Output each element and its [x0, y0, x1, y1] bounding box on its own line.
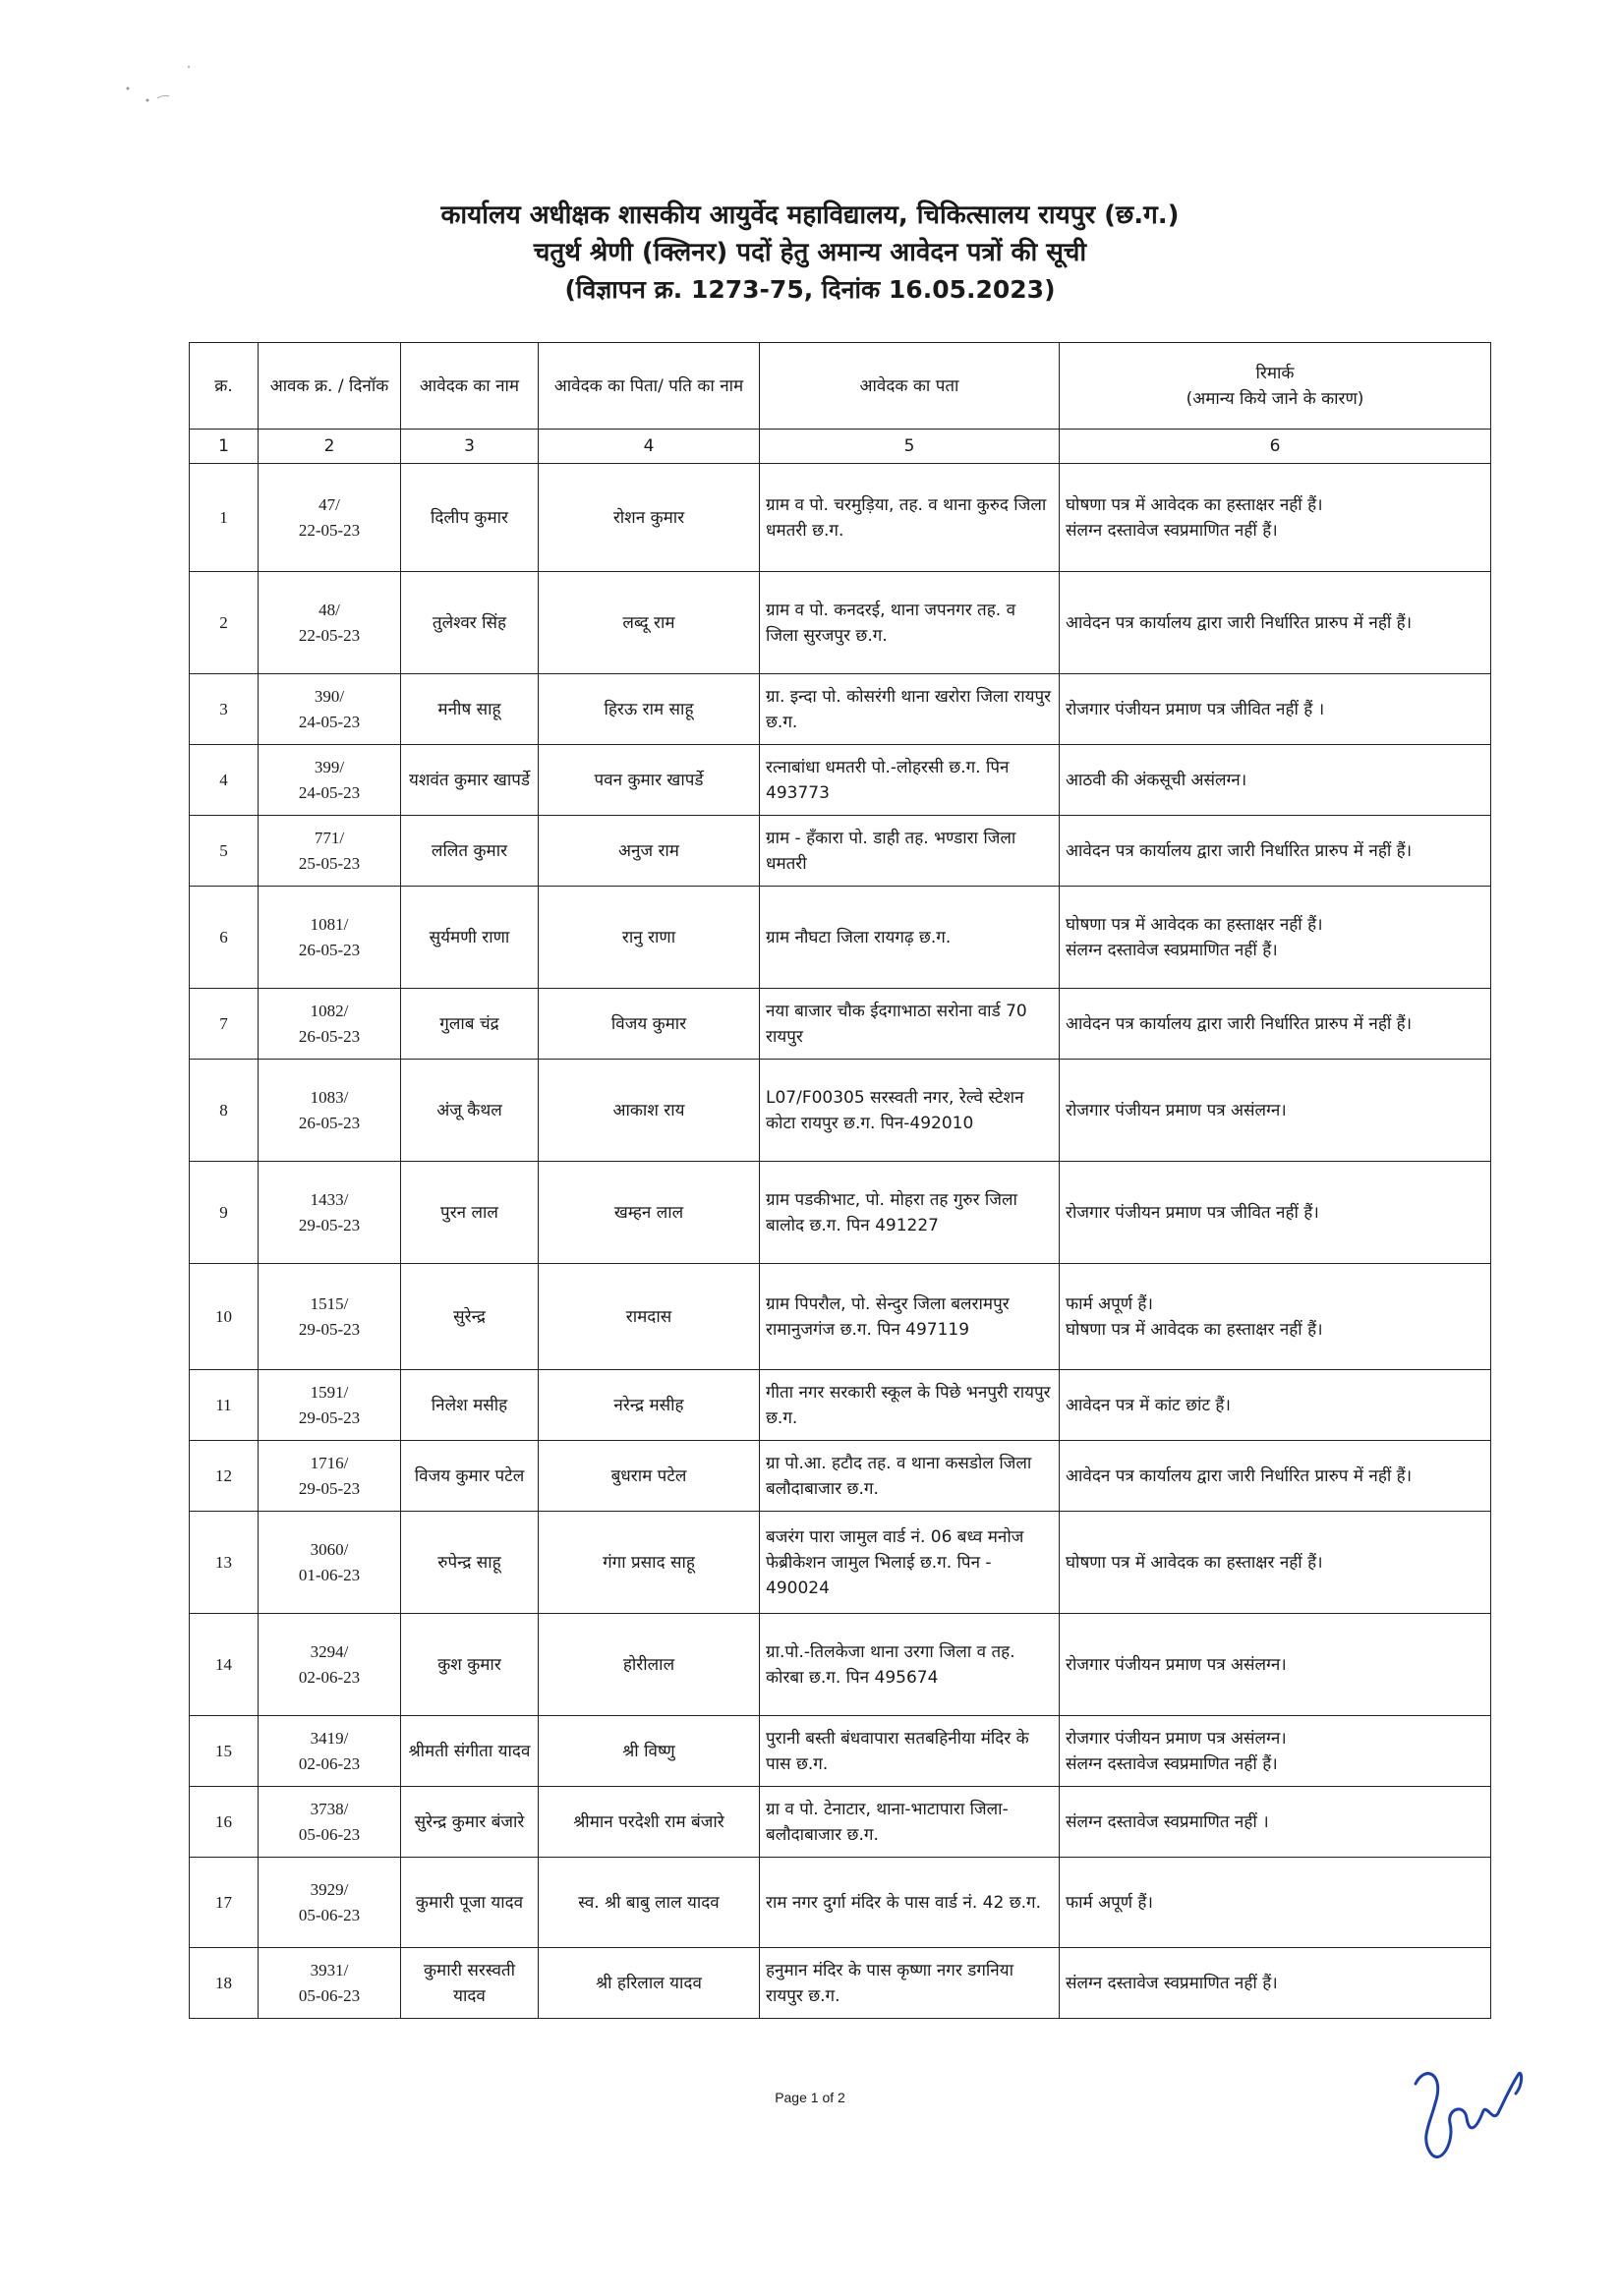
remark-cell: [1060, 464, 1491, 572]
table-header-row: [190, 343, 1491, 430]
serial-number: 18: [190, 1948, 259, 2019]
inward-cell: [259, 1162, 401, 1264]
table-body: [190, 464, 1491, 2019]
inward-number: 1083/: [310, 1087, 349, 1107]
inward-cell: [259, 1370, 401, 1441]
remark-line: घोषणा पत्र में आवेदक का हस्ताक्षर नहीं हैं।: [1066, 494, 1323, 515]
serial-number: 16: [190, 1787, 259, 1858]
father-husband-name: स्व. श्री बाबु लाल यादव: [539, 1858, 760, 1948]
header-sn: क्र.: [190, 343, 259, 430]
remark-line: संलग्न दस्तावेज स्वप्रमाणित नहीं हैं।: [1066, 520, 1278, 541]
table-row: [190, 989, 1491, 1060]
applicant-address: ग्रा. इन्दा पो. कोसरंगी थाना खरोरा जिला रायपुर छ.ग.: [760, 674, 1060, 745]
table-row: [190, 1614, 1491, 1716]
column-number: 2: [259, 430, 401, 464]
advertisement-reference: (विज्ञापन क्र. 1273-75, दिनांक 16.05.2023): [564, 275, 1056, 304]
table-row: [190, 1787, 1491, 1858]
remark-cell: [1060, 1716, 1491, 1787]
remark-line: रोजगार पंजीयन प्रमाण पत्र असंलग्न।: [1066, 1728, 1287, 1749]
remark-cell: [1060, 1787, 1491, 1858]
remark-line: रोजगार पंजीयन प्रमाण पत्र असंलग्न।: [1066, 1654, 1287, 1675]
father-husband-name: बुधराम पटेल: [539, 1441, 760, 1512]
applicant-address: ग्राम पिपरौल, पो. सेन्दुर जिला बलरामपुर रामानुजगंज छ.ग. पिन 497119: [760, 1264, 1060, 1370]
inward-date: 02-06-23: [298, 1753, 361, 1773]
table-row: [190, 464, 1491, 572]
applicant-address: ग्रा.पो.-तिलकेजा थाना उरगा जिला व तह. कोरबा छ.ग. पिन 495674: [760, 1614, 1060, 1716]
father-husband-name: पवन कुमार खापर्डे: [539, 745, 760, 816]
inward-date: 01-06-23: [298, 1565, 361, 1584]
serial-number: 5: [190, 816, 259, 887]
table-row: [190, 1512, 1491, 1614]
remark-cell: [1060, 989, 1491, 1060]
inward-number: 771/: [314, 828, 345, 847]
table-row: [190, 816, 1491, 887]
father-husband-name: श्रीमान परदेशी राम बंजारे: [539, 1787, 760, 1858]
table-row: [190, 1441, 1491, 1512]
invalid-applications-table: [189, 342, 1491, 2019]
inward-number: 3060/: [310, 1539, 349, 1559]
applicant-address: पुरानी बस्ती बंधवापारा सतबहिनीया मंदिर के पास छ.ग.: [760, 1716, 1060, 1787]
serial-number: 2: [190, 572, 259, 674]
inward-cell: [259, 816, 401, 887]
father-husband-name: होरीलाल: [539, 1614, 760, 1716]
serial-number: 14: [190, 1614, 259, 1716]
table-row: [190, 1948, 1491, 2019]
remark-line: फार्म अपूर्ण हैं।: [1066, 1892, 1153, 1913]
remark-cell: [1060, 1060, 1491, 1162]
applicant-name: विजय कुमार पटेल: [401, 1441, 539, 1512]
remark-cell: [1060, 674, 1491, 745]
inward-number: 3738/: [310, 1799, 349, 1818]
inward-cell: [259, 989, 401, 1060]
page-number: Page 1 of 2: [775, 2090, 845, 2105]
header-inward: आवक क्र. / दिनॉक: [259, 343, 401, 430]
document-header: [0, 197, 1620, 309]
inward-number: 3931/: [310, 1960, 349, 1980]
inward-number: 3294/: [310, 1641, 349, 1661]
father-husband-name: हिरऊ राम साहू: [539, 674, 760, 745]
remark-line: रोजगार पंजीयन प्रमाण पत्र जीवित नहीं हैं।: [1066, 1202, 1319, 1223]
applicant-name: रुपेन्द्र साहू: [401, 1512, 539, 1614]
inward-cell: [259, 1716, 401, 1787]
applicant-name: गुलाब चंद्र: [401, 989, 539, 1060]
office-title: कार्यालय अधीक्षक शासकीय आयुर्वेद महाविद्यालय, चिकित्सालय रायपुर (छ.ग.): [440, 201, 1180, 230]
inward-date: 26-05-23: [298, 1113, 361, 1132]
remark-cell: [1060, 1512, 1491, 1614]
inward-cell: [259, 572, 401, 674]
applicant-name: निलेश मसीह: [401, 1370, 539, 1441]
table-row: [190, 1264, 1491, 1370]
applicant-address: बजरंग पारा जामुल वार्ड नं. 06 बध्व मनोज फेब्रीकेशन जामुल भिलाई छ.ग. पिन - 490024: [760, 1512, 1060, 1614]
inward-number: 1591/: [310, 1382, 349, 1402]
inward-number: 1082/: [310, 1001, 349, 1020]
serial-number: 6: [190, 887, 259, 989]
applicant-address: ग्राम पडकीभाट, पो. मोहरा तह गुरुर जिला बालोद छ.ग. पिन 491227: [760, 1162, 1060, 1264]
table-row: [190, 674, 1491, 745]
applicant-address: हनुमान मंदिर के पास कृष्णा नगर डगनिया रायपुर छ.ग.: [760, 1948, 1060, 2019]
applicant-address: रत्नाबांधा धमतरी पो.-लोहरसी छ.ग. पिन 493773: [760, 745, 1060, 816]
inward-date: 29-05-23: [298, 1215, 361, 1234]
inward-number: 1716/: [310, 1453, 349, 1472]
applicant-name: मनीष साहू: [401, 674, 539, 745]
remark-cell: [1060, 1264, 1491, 1370]
remark-line: घोषणा पत्र में आवेदक का हस्ताक्षर नहीं हैं।: [1066, 1552, 1323, 1573]
remark-line: आवेदन पत्र कार्यालय द्वारा जारी निर्धारित प्रारुप में नहीं हैं।: [1066, 840, 1413, 861]
applicant-name: कुमारी पूजा यादव: [401, 1858, 539, 1948]
remark-line: घोषणा पत्र में आवेदक का हस्ताक्षर नहीं हैं।: [1066, 1319, 1323, 1340]
applicant-address: गीता नगर सरकारी स्कूल के पिछे भनपुरी रायपुर छ.ग.: [760, 1370, 1060, 1441]
header-name: आवेदक का नाम: [401, 343, 539, 430]
remark-cell: [1060, 1858, 1491, 1948]
inward-date: 24-05-23: [298, 712, 361, 731]
inward-cell: [259, 1948, 401, 2019]
table-row: [190, 572, 1491, 674]
father-husband-name: आकाश राय: [539, 1060, 760, 1162]
applicant-address: ग्राम - हँकारा पो. डाही तह. भण्डारा जिला धमतरी: [760, 816, 1060, 887]
remark-cell: [1060, 887, 1491, 989]
remark-cell: [1060, 1370, 1491, 1441]
inward-cell: [259, 1858, 401, 1948]
serial-number: 10: [190, 1264, 259, 1370]
inward-date: 25-05-23: [298, 853, 361, 873]
inward-cell: [259, 1787, 401, 1858]
inward-number: 399/: [314, 757, 345, 776]
table-row: [190, 887, 1491, 989]
inward-cell: [259, 674, 401, 745]
inward-date: 22-05-23: [298, 625, 361, 645]
inward-date: 24-05-23: [298, 782, 361, 802]
inward-number: 1433/: [310, 1189, 349, 1209]
remark-line: रोजगार पंजीयन प्रमाण पत्र जीवित नहीं हैं ।: [1066, 699, 1325, 719]
remark-line: आठवी की अंकसूची असंलग्न।: [1066, 770, 1247, 790]
column-number: 1: [190, 430, 259, 464]
applicant-name: सुरेन्द्र: [401, 1264, 539, 1370]
remark-cell: [1060, 1948, 1491, 2019]
applicant-name: पुरन लाल: [401, 1162, 539, 1264]
serial-number: 3: [190, 674, 259, 745]
inward-number: 1515/: [310, 1293, 349, 1313]
remark-line: संलग्न दस्तावेज स्वप्रमाणित नहीं ।: [1066, 1811, 1269, 1832]
applicant-address: राम नगर दुर्गा मंदिर के पास वार्ड नं. 42 छ.ग.: [760, 1858, 1060, 1948]
serial-number: 12: [190, 1441, 259, 1512]
applicant-name: तुलेश्वर सिंह: [401, 572, 539, 674]
scan-marks: [59, 59, 197, 118]
table-row: [190, 1858, 1491, 1948]
inward-cell: [259, 1264, 401, 1370]
inward-number: 47/: [318, 494, 340, 514]
header-remark-title: रिमार्क: [1255, 363, 1295, 383]
inward-date: 05-06-23: [298, 1824, 361, 1844]
table-row: [190, 1716, 1491, 1787]
inward-cell: [259, 1441, 401, 1512]
applicant-name: दिलीप कुमार: [401, 464, 539, 572]
serial-number: 13: [190, 1512, 259, 1614]
column-number: 5: [760, 430, 1060, 464]
father-husband-name: नरेन्द्र मसीह: [539, 1370, 760, 1441]
inward-date: 29-05-23: [298, 1478, 361, 1498]
father-husband-name: रानु राणा: [539, 887, 760, 989]
remark-line: आवेदन पत्र कार्यालय द्वारा जारी निर्धारित प्रारुप में नहीं हैं।: [1066, 1465, 1413, 1486]
inward-cell: [259, 1512, 401, 1614]
inward-cell: [259, 1614, 401, 1716]
applicant-address: ग्राम नौघटा जिला रायगढ़ छ.ग.: [760, 887, 1060, 989]
inward-date: 02-06-23: [298, 1667, 361, 1687]
remark-line: घोषणा पत्र में आवेदक का हस्ताक्षर नहीं हैं।: [1066, 914, 1323, 935]
father-husband-name: रामदास: [539, 1264, 760, 1370]
serial-number: 1: [190, 464, 259, 572]
serial-number: 4: [190, 745, 259, 816]
serial-number: 8: [190, 1060, 259, 1162]
remark-line: आवेदन पत्र कार्यालय द्वारा जारी निर्धारित प्रारुप में नहीं हैं।: [1066, 612, 1413, 633]
table-row: [190, 745, 1491, 816]
remark-cell: [1060, 745, 1491, 816]
table-row: [190, 1060, 1491, 1162]
inward-number: 3419/: [310, 1728, 349, 1748]
remark-line: संलग्न दस्तावेज स्वप्रमाणित नहीं हैं।: [1066, 1973, 1278, 1993]
header-address: आवेदक का पता: [760, 343, 1060, 430]
inward-date: 05-06-23: [298, 1985, 361, 2005]
column-number-row: [190, 430, 1491, 464]
inward-date: 26-05-23: [298, 940, 361, 959]
inward-date: 29-05-23: [298, 1407, 361, 1427]
serial-number: 17: [190, 1858, 259, 1948]
father-husband-name: श्री विष्णु: [539, 1716, 760, 1787]
remark-line: संलग्न दस्तावेज स्वप्रमाणित नहीं हैं।: [1066, 940, 1278, 960]
header-remark-subtitle: (अमान्य किये जाने के कारण): [1186, 388, 1364, 409]
applicant-address: नया बाजार चौक ईदगाभाठा सरोना वार्ड 70 रायपुर: [760, 989, 1060, 1060]
inward-number: 1081/: [310, 914, 349, 934]
serial-number: 7: [190, 989, 259, 1060]
applicant-name: कुमारी सरस्वती यादव: [401, 1948, 539, 2019]
applicant-name: सुर्यमणी राणा: [401, 887, 539, 989]
applicant-name: श्रीमती संगीता यादव: [401, 1716, 539, 1787]
remark-cell: [1060, 816, 1491, 887]
remark-line: संलग्न दस्तावेज स्वप्रमाणित नहीं हैं।: [1066, 1753, 1278, 1774]
column-number: 6: [1060, 430, 1491, 464]
handwritten-signature-icon: [1396, 2044, 1543, 2182]
inward-date: 26-05-23: [298, 1026, 361, 1046]
father-husband-name: खम्हन लाल: [539, 1162, 760, 1264]
applicant-address: ग्राम व पो. चरमुड़िया, तह. व थाना कुरुद जिला धमतरी छ.ग.: [760, 464, 1060, 572]
serial-number: 9: [190, 1162, 259, 1264]
father-husband-name: श्री हरिलाल यादव: [539, 1948, 760, 2019]
father-husband-name: रोशन कुमार: [539, 464, 760, 572]
applicant-address: L07/F00305 सरस्वती नगर, रेल्वे स्टेशन कोटा रायपुर छ.ग. पिन-492010: [760, 1060, 1060, 1162]
remark-cell: [1060, 1441, 1491, 1512]
serial-number: 11: [190, 1370, 259, 1441]
remark-line: आवेदन पत्र कार्यालय द्वारा जारी निर्धारित प्रारुप में नहीं हैं।: [1066, 1013, 1413, 1034]
inward-cell: [259, 745, 401, 816]
father-husband-name: गंगा प्रसाद साहू: [539, 1512, 760, 1614]
table-row: [190, 1370, 1491, 1441]
inward-number: 48/: [318, 600, 340, 619]
inward-cell: [259, 464, 401, 572]
applicant-name: यशवंत कुमार खापर्डे: [401, 745, 539, 816]
inward-date: 05-06-23: [298, 1905, 361, 1924]
inward-number: 3929/: [310, 1879, 349, 1899]
column-number: 4: [539, 430, 760, 464]
remark-line: फार्म अपूर्ण हैं।: [1066, 1293, 1153, 1314]
applicant-name: ललित कुमार: [401, 816, 539, 887]
remark-cell: [1060, 1614, 1491, 1716]
table-row: [190, 1162, 1491, 1264]
inward-cell: [259, 887, 401, 989]
applicant-address: ग्रा पो.आ. हटौद तह. व थाना कसडोल जिला बलौदाबाजार छ.ग.: [760, 1441, 1060, 1512]
remark-cell: [1060, 572, 1491, 674]
applicant-name: सुरेन्द्र कुमार बंजारे: [401, 1787, 539, 1858]
inward-cell: [259, 1060, 401, 1162]
father-husband-name: लब्दू राम: [539, 572, 760, 674]
header-father: आवेदक का पिता/ पति का नाम: [539, 343, 760, 430]
inward-date: 22-05-23: [298, 520, 361, 540]
column-number: 3: [401, 430, 539, 464]
father-husband-name: अनुज राम: [539, 816, 760, 887]
list-title: चतुर्थ श्रेणी (क्लिनर) पदों हेतु अमान्य आवेदन पत्रों की सूची: [533, 238, 1087, 267]
remark-cell: [1060, 1162, 1491, 1264]
inward-number: 390/: [314, 686, 345, 706]
header-remark: [1060, 343, 1491, 430]
applicant-name: अंजू कैथल: [401, 1060, 539, 1162]
serial-number: 15: [190, 1716, 259, 1787]
father-husband-name: विजय कुमार: [539, 989, 760, 1060]
applicant-address: ग्रा व पो. टेनाटार, थाना-भाटापारा जिला-बलौदाबाजार छ.ग.: [760, 1787, 1060, 1858]
applicant-address: ग्राम व पो. कनदरई, थाना जपनगर तह. व जिला सुरजपुर छ.ग.: [760, 572, 1060, 674]
inward-date: 29-05-23: [298, 1319, 361, 1339]
remark-line: आवेदन पत्र में कांट छांट हैं।: [1066, 1395, 1231, 1415]
applicant-name: कुश कुमार: [401, 1614, 539, 1716]
remark-line: रोजगार पंजीयन प्रमाण पत्र असंलग्न।: [1066, 1100, 1287, 1120]
